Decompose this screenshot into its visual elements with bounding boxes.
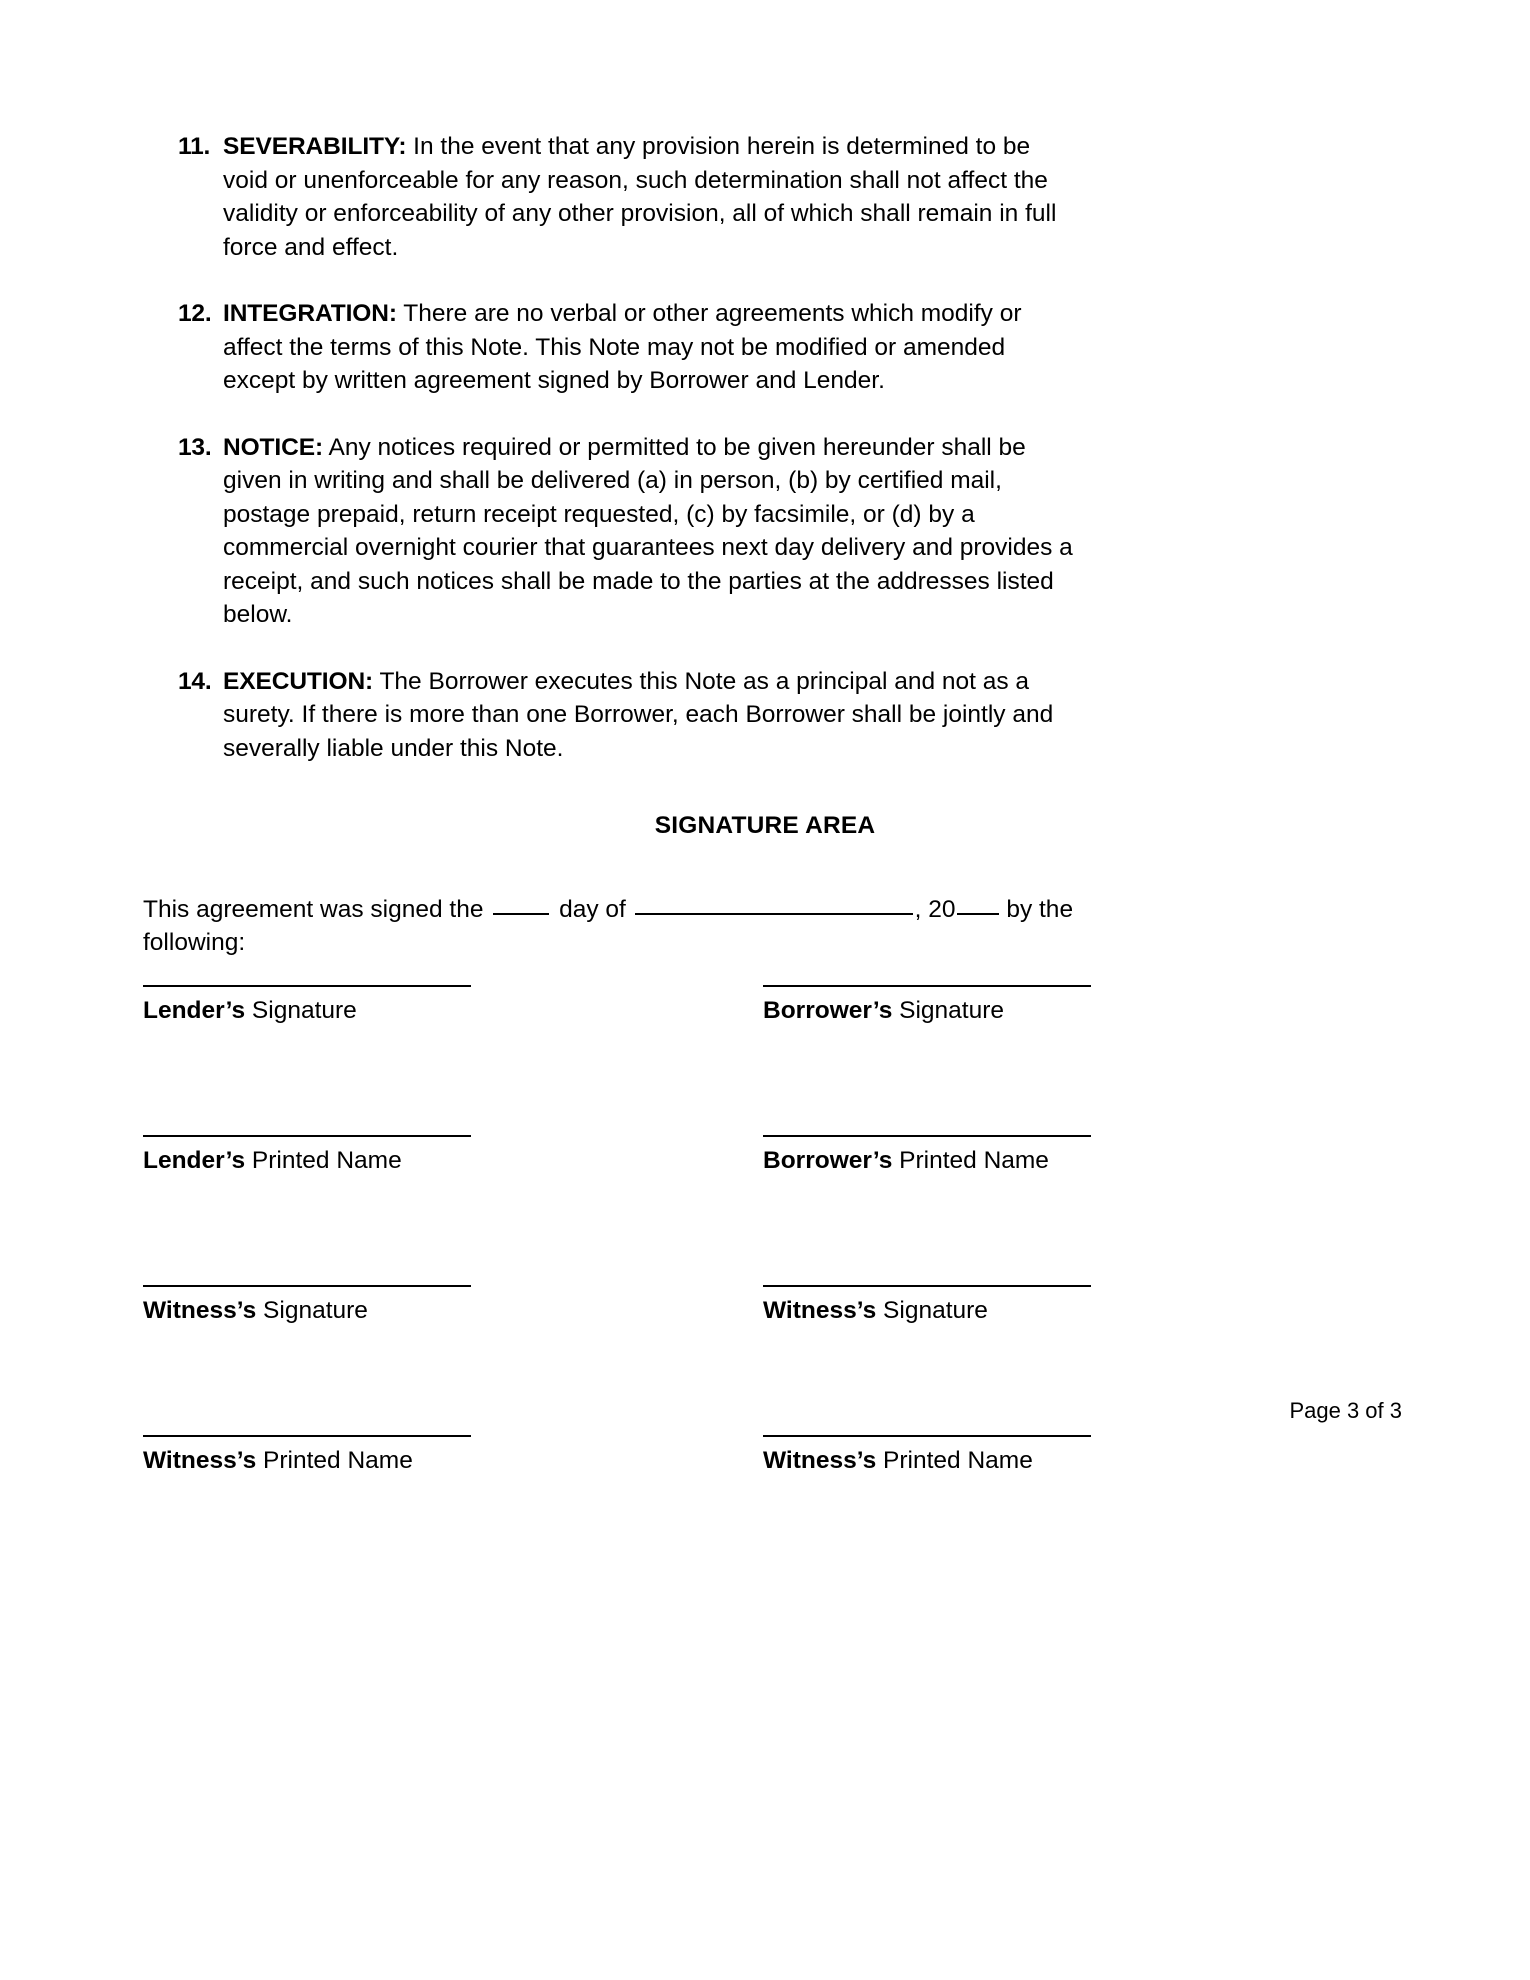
witness-left-signature-block — [143, 1285, 471, 1326]
label-type: Printed Name — [892, 1147, 1049, 1174]
lender-printed-name-block — [143, 1135, 471, 1176]
signature-line[interactable] — [143, 1135, 471, 1137]
signature-row-witness-printed-name — [143, 1435, 1243, 1585]
clause-heading: NOTICE: — [223, 433, 324, 461]
clause-notice — [178, 431, 1080, 632]
clause-body: There are no verbal or other agreements which modify or affect the terms of this Note. This Note may not be modified or amended except by written agreement signed by Borrower and Lender. — [223, 300, 1022, 394]
signed-statement-part3: , 20 — [914, 896, 956, 923]
signature-line[interactable] — [763, 1285, 1091, 1287]
label-party: Witness’s — [143, 1447, 257, 1474]
signature-area-title: SIGNATURE AREA — [654, 812, 876, 839]
label-type: Printed Name — [256, 1447, 413, 1474]
clause-heading: SEVERABILITY: — [223, 133, 407, 160]
label-party: Witness’s — [763, 1447, 877, 1474]
signed-statement-part2: day of — [552, 896, 633, 923]
signature-label — [143, 1296, 471, 1326]
signature-label — [143, 1446, 471, 1476]
signed-statement-part4: by the following: — [143, 896, 1074, 956]
label-type: Signature — [256, 1297, 368, 1324]
clause-number: 13. — [178, 433, 212, 461]
clause-body: Any notices required or permitted to be given hereunder shall be given in writing and shall be delivered (a) in person, (b) by certified mail, postage prepaid, return receipt requested, (c) by facsimile, or (d) by a commercial overnight courier that guarantees next day delivery and provides a receipt, and such notices shall be made to the parties at the addresses listed below. — [223, 433, 1073, 628]
signature-label — [143, 1146, 471, 1176]
signature-line[interactable] — [143, 985, 471, 987]
signature-label — [763, 1146, 1091, 1176]
witness-right-signature-block — [763, 1285, 1091, 1326]
label-party: Lender’s — [143, 997, 246, 1024]
label-type: Signature — [245, 997, 357, 1024]
lender-signature-block — [143, 985, 471, 1026]
witness-left-printed-name-block — [143, 1435, 471, 1476]
clause-integration — [178, 297, 1080, 398]
signature-line[interactable] — [763, 985, 1091, 987]
year-blank-field[interactable] — [957, 913, 999, 915]
page-footer: Page 3 of 3 — [1289, 1398, 1402, 1423]
signature-row-printed-name — [143, 1135, 1243, 1285]
signature-line[interactable] — [763, 1135, 1091, 1137]
signed-statement-part1: This agreement was signed the — [143, 896, 491, 923]
signature-label — [763, 1296, 1091, 1326]
clause-heading: EXECUTION: — [223, 667, 374, 695]
clause-body: The Borrower executes this Note as a principal and not as a surety. If there is more than one Borrower, each Borrower shall be jointly and severally liable under this Note. — [223, 667, 1054, 762]
borrower-printed-name-block — [763, 1135, 1091, 1176]
label-type: Printed Name — [876, 1447, 1033, 1474]
clause-execution — [178, 665, 1080, 766]
day-blank-field[interactable] — [493, 913, 549, 915]
label-party: Witness’s — [763, 1297, 877, 1324]
signature-line[interactable] — [143, 1435, 471, 1437]
signature-row-signature — [143, 985, 1243, 1135]
clause-number: 11. — [178, 133, 211, 160]
label-party: Borrower’s — [763, 997, 893, 1024]
clause-list — [178, 130, 1080, 765]
clause-heading: INTEGRATION: — [223, 300, 397, 327]
label-party: Witness’s — [143, 1297, 257, 1324]
label-type: Signature — [876, 1297, 988, 1324]
witness-right-printed-name-block — [763, 1435, 1091, 1476]
month-blank-field[interactable] — [635, 913, 913, 915]
signature-line[interactable] — [763, 1435, 1091, 1437]
signature-line[interactable] — [143, 1285, 471, 1287]
label-party: Lender’s — [143, 1147, 246, 1174]
label-type: Printed Name — [245, 1147, 402, 1174]
clause-number: 12. — [178, 300, 212, 327]
clause-severability — [178, 130, 1080, 264]
clause-number: 14. — [178, 667, 212, 695]
label-party: Borrower’s — [763, 1147, 893, 1174]
borrower-signature-block — [763, 985, 1091, 1026]
signature-label — [763, 996, 1091, 1026]
signature-blocks — [143, 985, 1243, 1585]
signature-row-witness-signature — [143, 1285, 1243, 1435]
clause-body: In the event that any provision herein is determined to be void or unenforceable for any reason, such determination shall not affect the validity or enforceability of any other provision, all of which shall remain in full force and effect. — [223, 133, 1057, 261]
signature-label — [143, 996, 471, 1026]
signed-statement — [143, 893, 1103, 959]
label-type: Signature — [892, 997, 1005, 1024]
signature-label — [763, 1446, 1091, 1476]
